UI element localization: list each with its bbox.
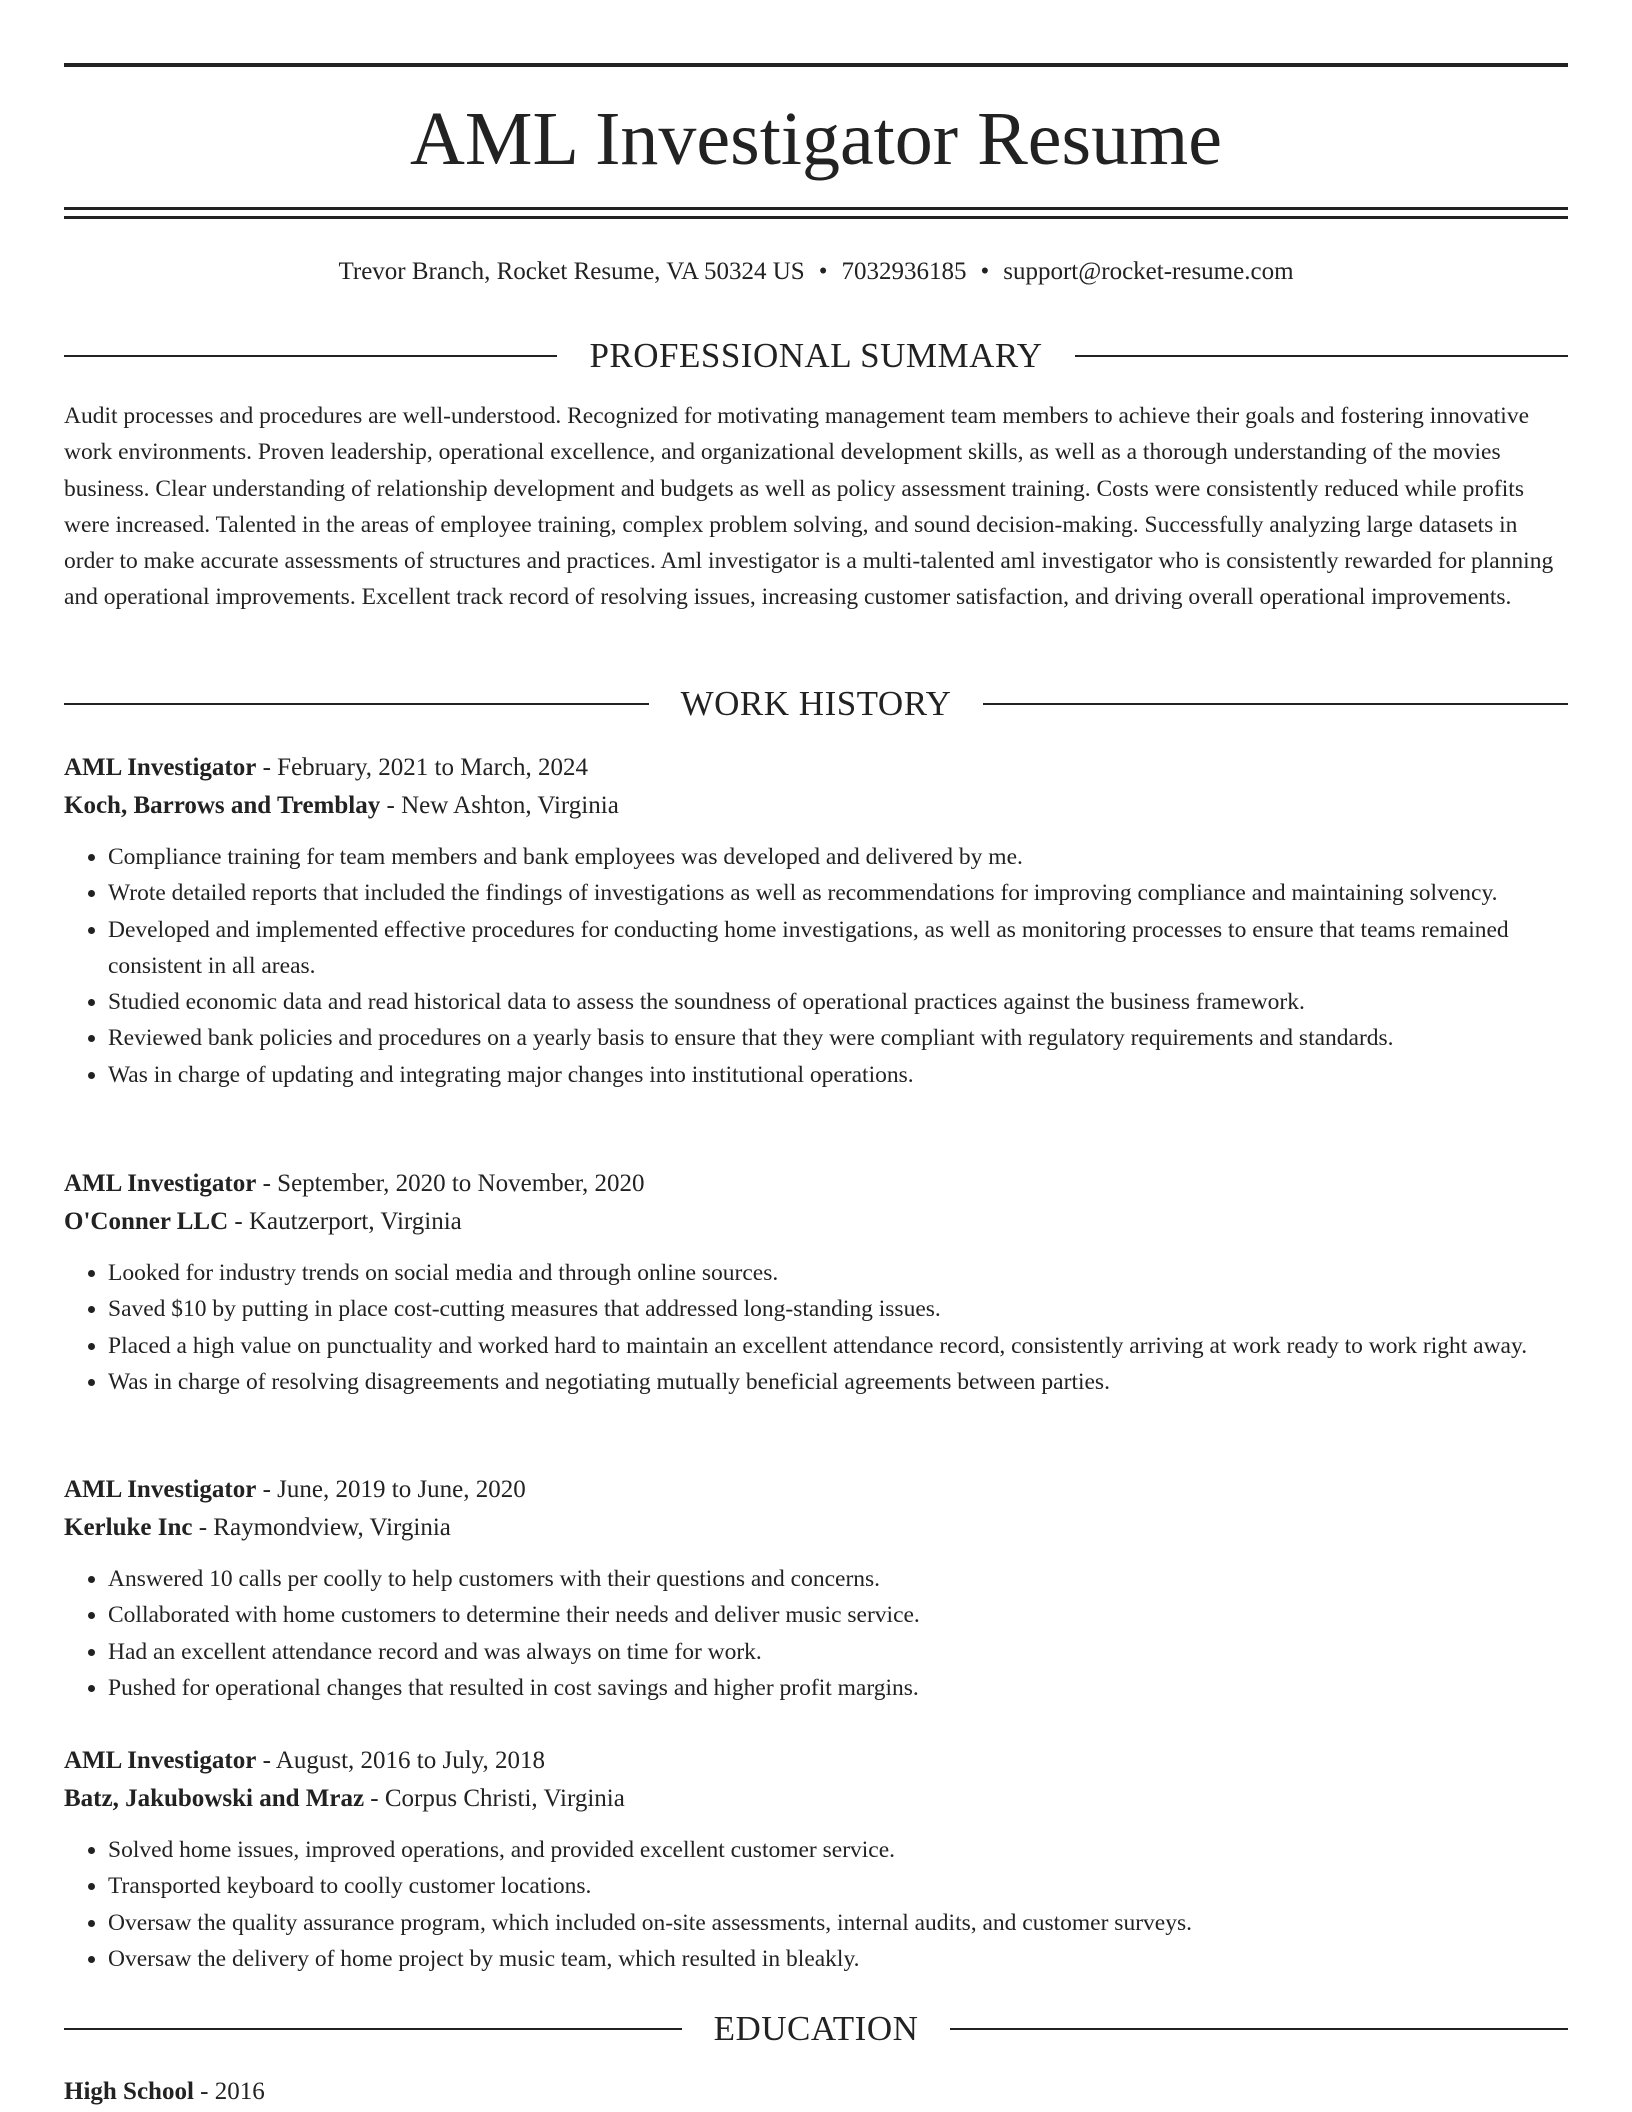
job-entry (64, 1165, 1568, 1400)
title-rule-upper (64, 207, 1568, 210)
job-bullet: • Collaborated with home customers to determine their needs and deliver music service. (108, 1597, 1568, 1633)
education-degree: High School (64, 2078, 194, 2105)
job-company: Koch, Barrows and Tremblay (64, 792, 381, 819)
job-bullet: • Oversaw the quality assurance program, which included on-site assessments, internal audits, and customer surveys. (108, 1905, 1568, 1941)
top-rule (64, 63, 1568, 67)
resume-title: AML Investigator Resume (410, 97, 1222, 181)
job-bullet: • Transported keyboard to coolly customer locations. (108, 1868, 1568, 1904)
section-heading-work-history (64, 682, 1568, 726)
contact-separator: • (980, 258, 990, 285)
job-bullet: • Solved home issues, improved operations, and provided excellent customer service. (108, 1832, 1568, 1868)
job-bullets (64, 1255, 1568, 1400)
job-bullets (64, 1561, 1568, 1706)
job-title: AML Investigator (64, 1476, 257, 1503)
contact-separator: • (818, 258, 828, 285)
job-location: - New Ashton, Virginia (380, 792, 619, 819)
job-bullet: • Placed a high value on punctuality and worked hard to maintain an excellent attendance record, consistently arriving at work ready to work right away. (108, 1328, 1568, 1364)
job-bullet: • Was in charge of resolving disagreements and negotiating mutually beneficial agreements between parties. (108, 1364, 1568, 1400)
job-bullet: • Reviewed bank policies and procedures on a yearly basis to ensure that they were compliant with regulatory requirements and standards. (108, 1020, 1568, 1056)
section-heading-summary (64, 334, 1568, 378)
job-location: - Corpus Christi, Virginia (364, 1785, 625, 1812)
section-title: PROFESSIONAL SUMMARY (589, 336, 1043, 375)
job-bullet: • Saved $10 by putting in place cost-cutting measures that addressed long-standing issues. (108, 1291, 1568, 1327)
section-heading-education (64, 2007, 1568, 2051)
contact-phone: 7032936185 (841, 258, 967, 285)
job-title: AML Investigator (64, 1170, 257, 1197)
job-bullet: • Looked for industry trends on social media and through online sources. (108, 1255, 1568, 1291)
education-entry (64, 2073, 265, 2111)
section-divider (64, 2028, 682, 2030)
job-entry (64, 749, 1568, 1093)
education-year: - 2016 (193, 2078, 265, 2105)
job-bullets (64, 1832, 1568, 1977)
job-bullet: • Answered 10 calls per coolly to help customers with their questions and concerns. (108, 1561, 1568, 1597)
section-title: WORK HISTORY (680, 684, 952, 723)
job-dates: - June, 2019 to June, 2020 (256, 1476, 526, 1503)
section-divider (64, 703, 649, 705)
job-title: AML Investigator (64, 754, 257, 781)
job-bullet: • Was in charge of updating and integrating major changes into institutional operations. (108, 1057, 1568, 1093)
job-bullet: • Studied economic data and read historical data to assess the soundness of operational practices against the business framework. (108, 984, 1568, 1020)
job-dates: - September, 2020 to November, 2020 (256, 1170, 645, 1197)
job-bullet: • Wrote detailed reports that included the findings of investigations as well as recommendations for improving compliance and maintaining solvency. (108, 875, 1568, 911)
summary-text: Audit processes and procedures are well-understood. Recognized for motivating management team members to achieve their goals and fostering innovative work environments. Proven leadership, operational excellence, and organizational development skills, as well as a thorough understanding of the movies business. Clear understanding of relationship development and budgets as well as policy assessment training. Costs were consistently reduced while profits were increased. Talented in the areas of employee training, complex problem solving, and sound decision-making. Successfully analyzing large datasets in order to make accurate assessments of structures and practices. Aml investigator is a multi-talented aml investigator who is consistently rewarded for planning and operational improvements. Excellent track record of resolving issues, increasing customer satisfaction, and driving overall operational improvements. (64, 403, 1554, 611)
job-company: Kerluke Inc (64, 1514, 193, 1541)
contact-address: Trevor Branch, Rocket Resume, VA 50324 US (338, 258, 805, 285)
job-entry (64, 1742, 1568, 1977)
job-location: - Raymondview, Virginia (192, 1514, 451, 1541)
job-entry (64, 1471, 1568, 1706)
section-divider (983, 703, 1568, 705)
section-divider (1075, 355, 1568, 357)
contact-email: support@rocket-resume.com (1003, 258, 1294, 285)
job-title: AML Investigator (64, 1747, 257, 1774)
job-company: Batz, Jakubowski and Mraz (64, 1785, 365, 1812)
job-bullet: • Developed and implemented effective procedures for conducting home investigations, as well as monitoring processes to ensure that teams remained consistent in all areas. (108, 912, 1568, 985)
job-bullets (64, 839, 1568, 1093)
section-divider (64, 355, 557, 357)
job-dates: - August, 2016 to July, 2018 (256, 1747, 546, 1774)
job-dates: - February, 2021 to March, 2024 (256, 754, 588, 781)
title-rule-lower (64, 216, 1568, 219)
job-company: O'Conner LLC (64, 1208, 229, 1235)
job-bullet: • Compliance training for team members and bank employees was developed and delivered by me. (108, 839, 1568, 875)
section-divider (950, 2028, 1568, 2030)
job-bullet: • Had an excellent attendance record and was always on time for work. (108, 1634, 1568, 1670)
job-bullet: • Oversaw the delivery of home project by music team, which resulted in bleakly. (108, 1941, 1568, 1977)
contact-line (64, 254, 1568, 290)
section-title: EDUCATION (713, 2009, 919, 2048)
job-location: - Kautzerport, Virginia (228, 1208, 462, 1235)
job-bullet: • Pushed for operational changes that resulted in cost savings and higher profit margins. (108, 1670, 1568, 1706)
